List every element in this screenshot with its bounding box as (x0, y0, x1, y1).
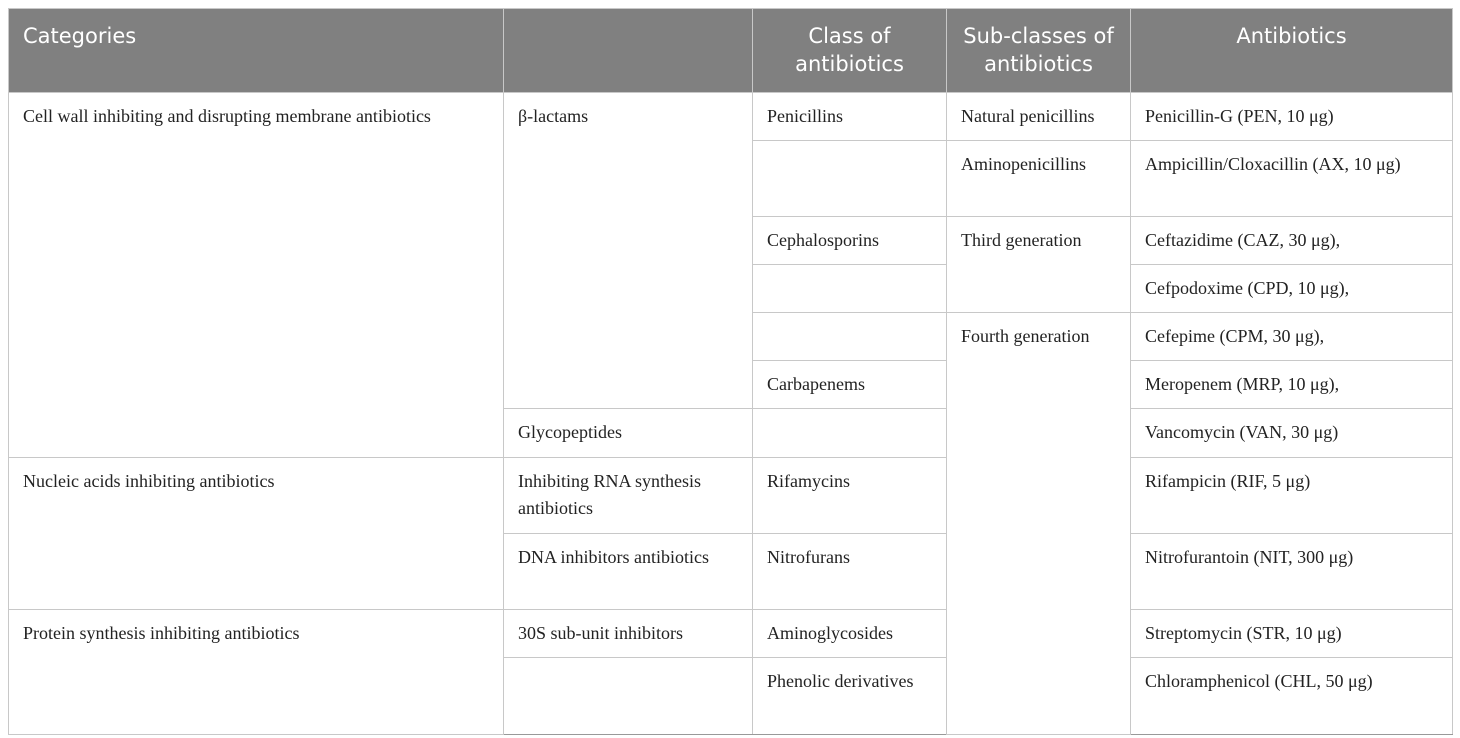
antibiotic-cell: Nitrofurantoin (NIT, 300 μg) (1131, 534, 1453, 610)
header-subclass: Sub-classes of antibiotics (947, 9, 1131, 93)
category-cell: Cell wall inhibiting and disrupting membrane antibiotics (9, 93, 504, 458)
antibiotic-cell: Rifampicin (RIF, 5 μg) (1131, 458, 1453, 534)
class-cell (753, 265, 947, 313)
table-header-row (9, 9, 1453, 93)
class-cell: Cephalosporins (753, 217, 947, 265)
header-blank (504, 9, 753, 93)
class-cell (753, 409, 947, 458)
category-cell: Protein synthesis inhibiting antibiotics (9, 610, 504, 735)
antibiotic-cell: Cefepime (CPM, 30 μg), (1131, 313, 1453, 361)
class-cell: Nitrofurans (753, 534, 947, 610)
subclass-cell: Natural penicillins (947, 93, 1131, 141)
antibiotics-table (8, 8, 1453, 735)
antibiotic-cell: Cefpodoxime (CPD, 10 μg), (1131, 265, 1453, 313)
antibiotic-cell: Ceftazidime (CAZ, 30 μg), (1131, 217, 1453, 265)
table-row (9, 458, 1453, 534)
group-cell: β-lactams (504, 93, 753, 409)
antibiotic-cell: Vancomycin (VAN, 30 μg) (1131, 409, 1453, 458)
table-row (9, 93, 1453, 141)
category-cell: Nucleic acids inhibiting antibiotics (9, 458, 504, 610)
antibiotic-cell: Penicillin-G (PEN, 10 μg) (1131, 93, 1453, 141)
antibiotic-cell: Ampicillin/Cloxacillin (AX, 10 μg) (1131, 141, 1453, 217)
class-cell: Aminoglycosides (753, 610, 947, 658)
class-cell: Penicillins (753, 93, 947, 141)
class-cell: Carbapenems (753, 361, 947, 409)
group-cell: Inhibiting RNA synthesis antibiotics (504, 458, 753, 534)
group-cell: DNA inhibitors antibiotics (504, 534, 753, 610)
class-cell: Phenolic derivatives (753, 658, 947, 735)
group-cell (504, 658, 753, 735)
header-categories: Categories (9, 9, 504, 93)
header-class: Class of antibiotics (753, 9, 947, 93)
subclass-cell: Third generation (947, 217, 1131, 313)
class-cell: Rifamycins (753, 458, 947, 534)
subclass-cell: Fourth generation (947, 313, 1131, 735)
antibiotic-cell: Chloramphenicol (CHL, 50 μg) (1131, 658, 1453, 735)
table-row (9, 610, 1453, 658)
group-cell: 30S sub-unit inhibitors (504, 610, 753, 658)
antibiotic-cell: Streptomycin (STR, 10 μg) (1131, 610, 1453, 658)
group-cell: Glycopeptides (504, 409, 753, 458)
subclass-cell: Aminopenicillins (947, 141, 1131, 217)
antibiotic-cell: Meropenem (MRP, 10 μg), (1131, 361, 1453, 409)
header-antibiotics: Antibiotics (1131, 9, 1453, 93)
class-cell (753, 141, 947, 217)
class-cell (753, 313, 947, 361)
